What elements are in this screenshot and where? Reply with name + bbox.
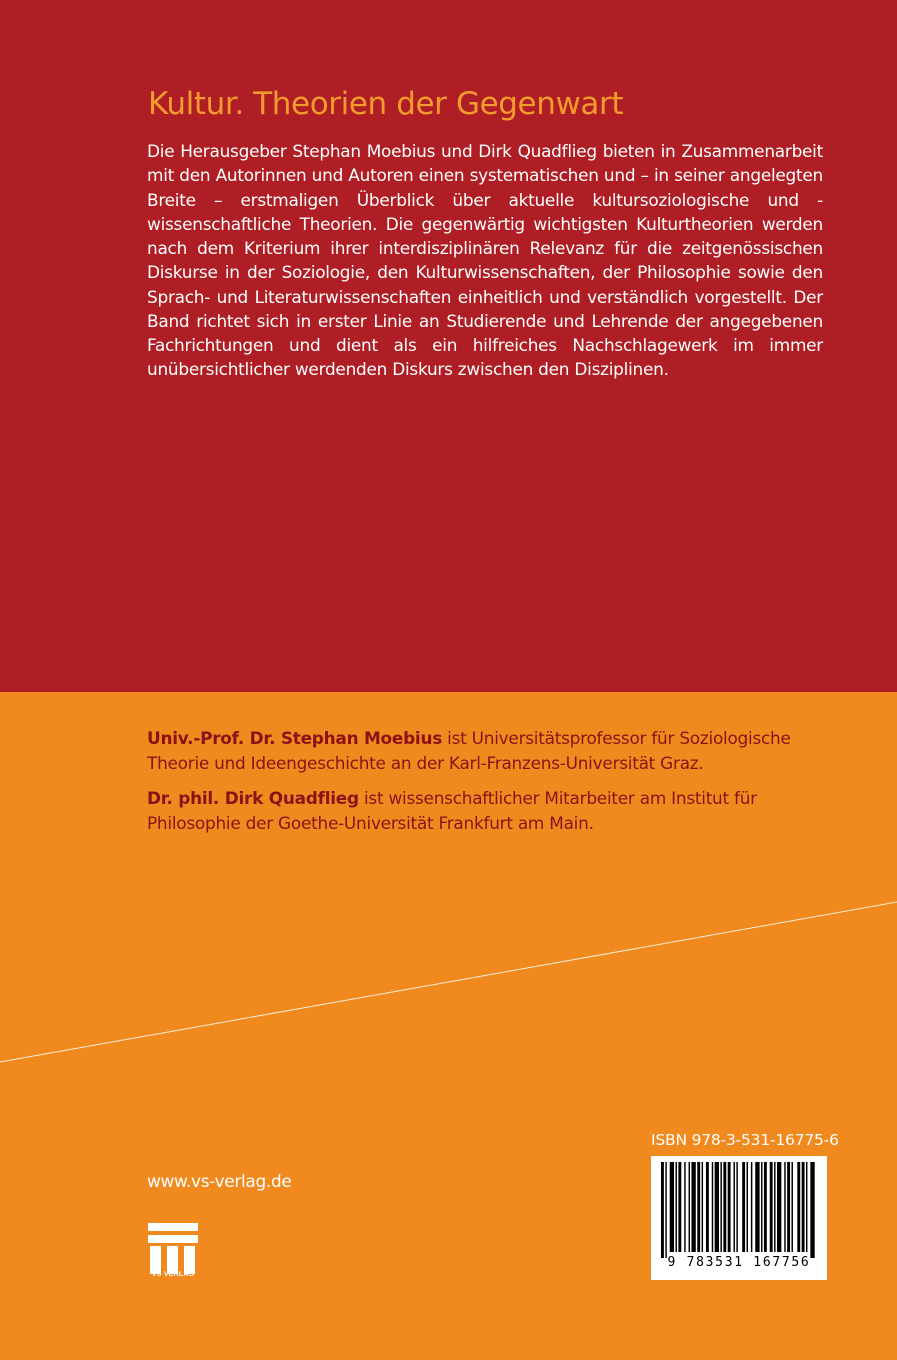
barcode-bar — [761, 1162, 762, 1252]
barcode-bar — [777, 1162, 781, 1252]
barcode-bar — [742, 1162, 745, 1252]
barcode-bar — [689, 1162, 690, 1252]
barcode-bar — [751, 1162, 752, 1252]
barcode-bar — [784, 1162, 785, 1252]
author-name-quadflieg: Dr. phil. Dirk Quadflieg — [147, 788, 359, 808]
barcode-bar — [678, 1162, 681, 1252]
barcode-bar — [736, 1162, 737, 1252]
publisher-url[interactable]: www.vs-verlag.de — [147, 1171, 292, 1191]
barcode-bars — [655, 1162, 823, 1258]
barcode-bar — [670, 1162, 674, 1252]
barcode-bar — [810, 1162, 814, 1258]
barcode-bar — [734, 1162, 735, 1252]
author-bio-text-moebius: ist Universitätsprofessor für Soziologische Theorie und Ideengeschichte an der Karl-Franzens-Universität Graz. — [147, 728, 791, 773]
barcode-bar — [787, 1162, 790, 1252]
barcode-bar — [728, 1162, 731, 1252]
barcode-bar — [715, 1162, 719, 1252]
publisher-logo-text: VS VERLAG — [151, 1271, 195, 1278]
barcode-bar — [797, 1162, 800, 1252]
barcode-bar — [720, 1162, 721, 1252]
barcode-bar — [661, 1162, 664, 1258]
isbn-label: ISBN 978-3-531-16775-6 — [651, 1131, 839, 1149]
author-bio-quadflieg — [147, 786, 847, 835]
barcode-bar — [702, 1162, 703, 1252]
barcode-bar — [697, 1162, 700, 1252]
barcode-bar — [712, 1162, 713, 1252]
barcode — [651, 1156, 827, 1280]
barcode-bar — [706, 1162, 709, 1252]
barcode-bar — [764, 1162, 767, 1252]
author-bio-moebius — [147, 726, 847, 775]
book-description: Die Herausgeber Stephan Moebius und Dirk Quadflieg bieten in Zusammenarbeit mit den Autorinnen und Autoren einen systematischen und – in seiner angelegten Breite – erstmaligen Überblick über aktuelle kultursoziologische und -wissenschaftliche Theorien. Die gegenwärtig wichtigsten Kulturtheorien werden nach dem Kriterium ihrer interdisziplinären Relevanz für die zeitgenössischen Diskurse in der Soziologie, den Kulturwissenschaften, der Philosophie sowie den Sprach- und Literaturwissenschaften einheitlich und verständlich vorgestellt. Der Band richtet sich in erster Linie an Studierende und Lehrende der angegebenen Fachrichtungen und dient als ein hilfreiches Nachschlagewerk im immer unübersichtlicher werdenden Diskurs zwischen den Disziplinen. — [147, 141, 823, 380]
barcode-bar — [774, 1162, 775, 1252]
barcode-bar — [747, 1162, 748, 1252]
barcode-bar — [684, 1162, 685, 1252]
author-bio-text-quadflieg: ist wissenschaftlicher Mitarbeiter am Institut für Philosophie der Goethe-Universität Frankfurt am Main. — [147, 788, 757, 833]
barcode-bar — [770, 1162, 773, 1252]
barcode-bar — [802, 1162, 805, 1252]
author-name-moebius: Univ.-Prof. Dr. Stephan Moebius — [147, 728, 443, 748]
barcode-bar — [806, 1162, 807, 1252]
barcode-bar — [676, 1162, 677, 1252]
barcode-bar — [665, 1162, 666, 1258]
barcode-bar — [691, 1162, 695, 1252]
barcode-number: 9 783531 167756 — [667, 1255, 811, 1270]
barcode-bar — [792, 1162, 793, 1252]
book-series-title: Kultur. Theorien der Gegenwart — [148, 86, 624, 122]
barcode-bar — [723, 1162, 726, 1252]
barcode-bar — [755, 1162, 759, 1252]
